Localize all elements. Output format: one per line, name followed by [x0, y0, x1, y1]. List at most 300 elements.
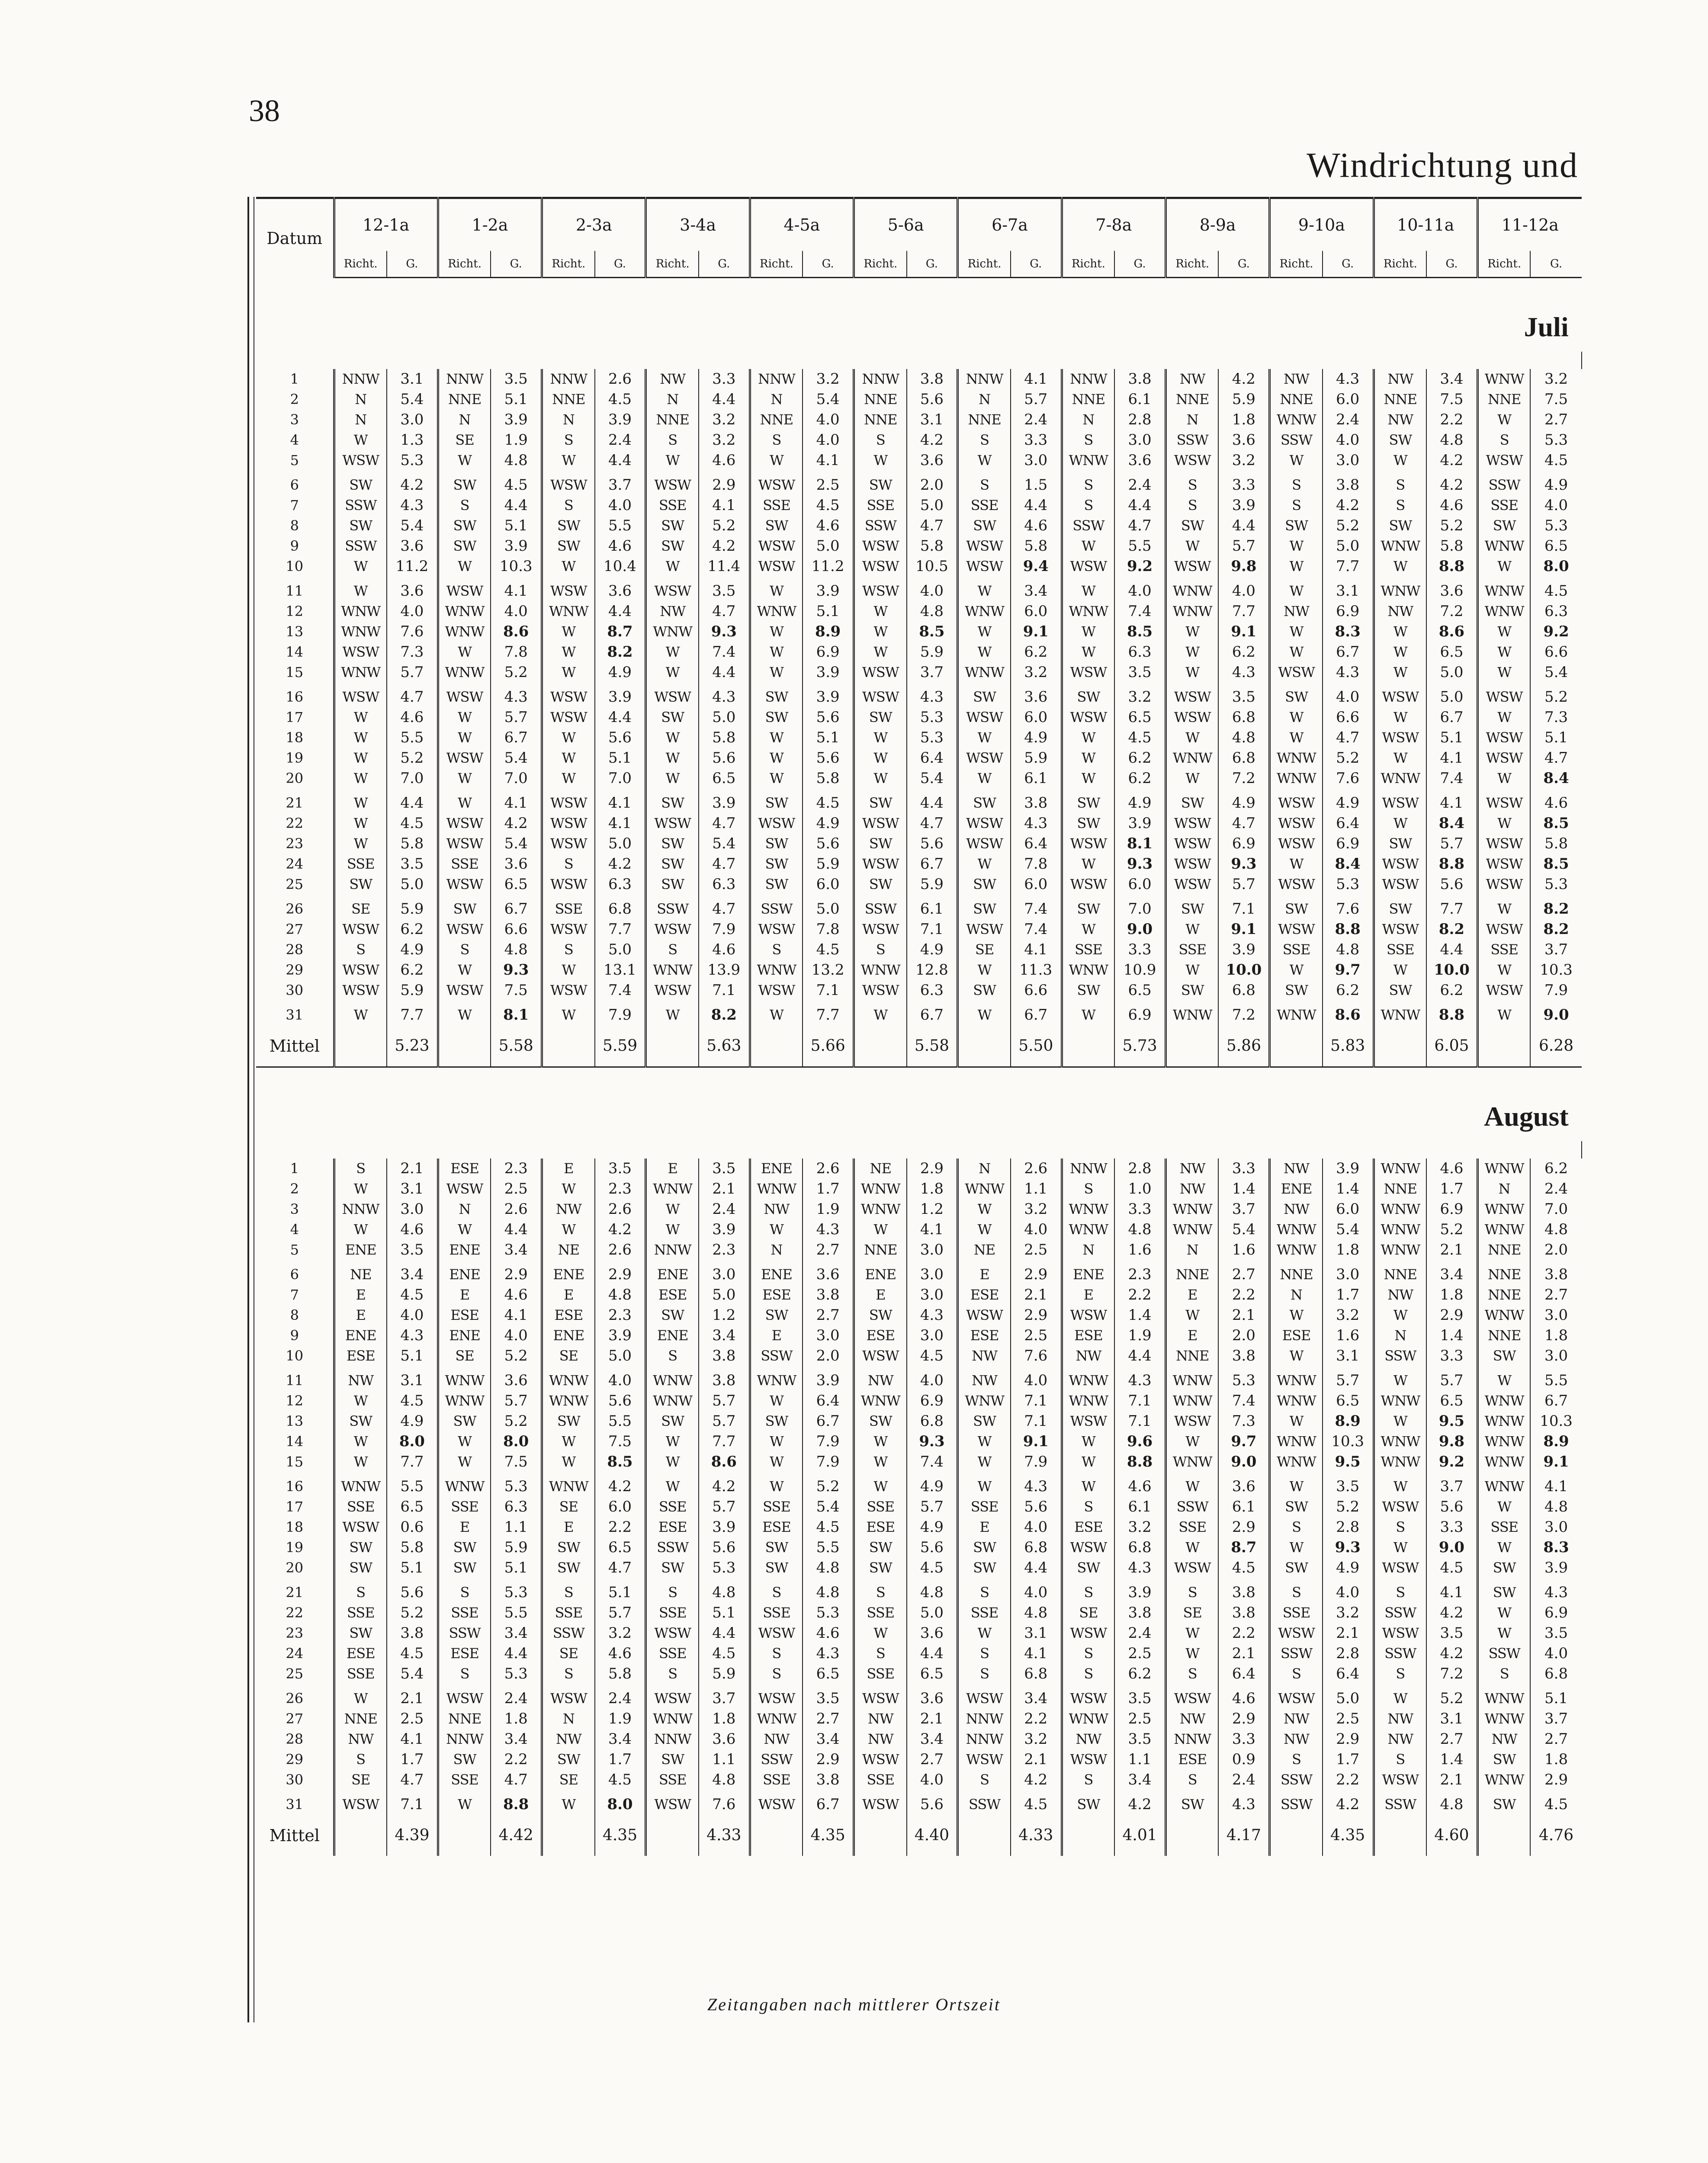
wind-speed: 5.0 [712, 1286, 736, 1303]
wind-direction: ENE [438, 1264, 491, 1285]
wind-speed: 8.5 [1127, 623, 1153, 640]
wind-speed: 4.8 [1232, 729, 1255, 746]
wind-speed: 4.1 [1024, 1645, 1048, 1662]
wind-direction: WNW [1477, 1305, 1530, 1325]
wind-direction: SSE [1477, 495, 1530, 516]
wind-speed: 4.0 [504, 603, 528, 620]
wind-direction: WNW [958, 1179, 1011, 1199]
wind-direction: SSW [1062, 516, 1114, 536]
table-row [256, 430, 1582, 450]
wind-speed: 7.5 [1440, 391, 1464, 408]
wind-direction: WSW [1374, 919, 1426, 940]
wind-direction: W [438, 793, 491, 813]
wind-direction: WSW [1062, 874, 1114, 899]
wind-speed: 7.8 [816, 921, 840, 938]
wind-direction: SE [542, 1497, 595, 1517]
wind-speed: 10.5 [915, 558, 948, 575]
wind-direction: W [958, 1623, 1011, 1643]
wind-speed: 7.5 [1544, 391, 1568, 408]
mean-empty-cell [854, 1815, 907, 1856]
wind-speed: 3.1 [920, 411, 944, 428]
wind-direction: W [334, 1005, 387, 1025]
wind-speed: 0.9 [1232, 1751, 1255, 1768]
wind-speed: 3.0 [1128, 431, 1152, 449]
wind-direction: E [334, 1305, 387, 1325]
wind-direction: S [1062, 1770, 1114, 1794]
footer-note: Zeitangaben nach mittlerer Ortszeit [707, 1995, 1001, 2014]
wind-direction: W [854, 1623, 907, 1643]
direction-subheader: Richt. [1270, 251, 1323, 278]
wind-speed: 2.2 [504, 1751, 528, 1768]
wind-speed: 1.4 [1336, 1180, 1360, 1197]
wind-direction: S [854, 1643, 907, 1664]
wind-direction: W [334, 813, 387, 834]
day-number: 1 [256, 1159, 334, 1179]
wind-direction: N [334, 389, 387, 410]
mean-speed: 4.35 [1330, 1826, 1365, 1844]
wind-direction: WNW [438, 662, 491, 687]
wind-speed: 4.9 [1128, 794, 1152, 812]
wind-direction: W [1477, 642, 1530, 662]
wind-direction: SW [1062, 687, 1114, 707]
direction-subheader: Richt. [1374, 251, 1426, 278]
wind-direction: W [1270, 728, 1323, 748]
wind-speed: 4.2 [1440, 476, 1464, 494]
wind-direction: S [334, 940, 387, 960]
wind-direction: WNW [1374, 581, 1426, 601]
wind-direction: S [438, 1582, 491, 1603]
wind-speed: 5.6 [608, 1392, 632, 1409]
wind-direction: W [1374, 1411, 1426, 1431]
wind-direction: SSE [854, 1664, 907, 1688]
wind-speed: 6.6 [504, 921, 528, 938]
day-number: 8 [256, 1305, 334, 1325]
direction-subheader: Richt. [334, 251, 387, 278]
wind-direction: ESE [1062, 1325, 1114, 1346]
wind-direction: ESE [750, 1517, 803, 1537]
wind-direction: WSW [438, 834, 491, 854]
mean-speed: 5.58 [914, 1037, 950, 1055]
wind-direction: SW [542, 1537, 595, 1558]
wind-speed: 6.5 [1128, 709, 1152, 726]
wind-direction: WNW [1062, 1199, 1114, 1219]
wind-speed: 2.4 [712, 1200, 736, 1218]
wind-direction: SE [334, 899, 387, 919]
wind-speed: 2.1 [400, 1690, 424, 1707]
wind-direction: W [1477, 707, 1530, 728]
wind-speed: 8.8 [1438, 558, 1465, 575]
day-number: 5 [256, 450, 334, 475]
table-row [256, 622, 1582, 642]
wind-direction: W [750, 581, 803, 601]
wind-direction: SW [1165, 980, 1218, 1005]
table-row [256, 1729, 1582, 1749]
wind-speed: 4.9 [920, 941, 944, 958]
wind-speed: 3.0 [1544, 1306, 1568, 1324]
day-number: 16 [256, 687, 334, 707]
wind-speed: 3.9 [816, 1372, 840, 1389]
wind-direction: SW [438, 536, 491, 556]
wind-speed: 5.4 [816, 1498, 840, 1515]
wind-speed: 9.0 [1127, 921, 1153, 938]
wind-speed: 4.5 [608, 1771, 632, 1788]
wind-direction: WSW [438, 874, 491, 899]
day-number: 28 [256, 940, 334, 960]
direction-subheader: Richt. [1165, 251, 1218, 278]
wind-speed: 4.7 [1544, 749, 1568, 767]
wind-direction: SW [958, 793, 1011, 813]
wind-direction: S [1062, 430, 1114, 450]
wind-speed: 3.6 [1232, 1478, 1255, 1495]
hour-header: 4-5a [750, 198, 854, 251]
wind-direction: SW [438, 1537, 491, 1558]
wind-speed: 5.4 [920, 770, 944, 787]
table-row [256, 813, 1582, 834]
day-number: 19 [256, 1537, 334, 1558]
wind-speed: 4.5 [816, 1518, 840, 1536]
wind-speed: 5.8 [400, 1539, 424, 1556]
wind-direction: WNW [334, 622, 387, 642]
wind-speed: 3.9 [816, 688, 840, 706]
wind-speed: 5.2 [1336, 1498, 1360, 1515]
table-row [256, 1219, 1582, 1240]
table-row [256, 1452, 1582, 1476]
wind-direction: SW [1062, 813, 1114, 834]
wind-direction: SSW [438, 1623, 491, 1643]
wind-speed: 5.0 [816, 537, 840, 555]
wind-direction: SW [646, 854, 699, 874]
day-number: 30 [256, 1770, 334, 1794]
wind-direction: W [750, 1452, 803, 1476]
wind-direction: W [334, 768, 387, 793]
wind-speed: 3.6 [1128, 452, 1152, 469]
wind-direction: W [750, 450, 803, 475]
day-number: 11 [256, 581, 334, 601]
wind-direction: NNE [1477, 1325, 1530, 1346]
mean-empty-cell [1477, 1025, 1530, 1067]
wind-speed: 3.0 [920, 1286, 944, 1303]
wind-speed: 7.1 [712, 982, 736, 999]
wind-direction: SSE [334, 1603, 387, 1623]
wind-direction: SSE [854, 1770, 907, 1794]
wind-speed: 10.3 [1540, 961, 1573, 979]
day-number: 1 [256, 369, 334, 389]
wind-speed: 4.7 [920, 517, 944, 534]
wind-direction: SSE [646, 1497, 699, 1517]
wind-direction: N [1062, 1240, 1114, 1264]
wind-direction: WSW [334, 642, 387, 662]
wind-direction: SSW [854, 516, 907, 536]
wind-direction: W [750, 622, 803, 642]
wind-direction: WSW [438, 1688, 491, 1709]
wind-speed: 4.2 [504, 815, 528, 832]
wind-speed: 3.6 [504, 855, 528, 873]
wind-speed: 1.3 [400, 431, 424, 449]
wind-speed: 7.5 [504, 982, 528, 999]
wind-speed: 1.8 [1232, 411, 1255, 428]
wind-direction: SE [1062, 1603, 1114, 1623]
wind-speed: 2.4 [608, 1690, 632, 1707]
wind-speed: 5.3 [504, 1665, 528, 1682]
wind-direction: WSW [1270, 1623, 1323, 1643]
wind-speed: 2.7 [1544, 1286, 1568, 1303]
day-number: 23 [256, 1623, 334, 1643]
wind-speed: 4.7 [608, 1559, 632, 1576]
wind-direction: ESE [750, 1285, 803, 1305]
wind-speed: 4.0 [1336, 431, 1360, 449]
wind-speed: 6.4 [920, 749, 944, 767]
wind-direction: SSE [438, 1603, 491, 1623]
wind-direction: NNW [334, 1199, 387, 1219]
wind-direction: S [646, 1346, 699, 1370]
wind-direction: W [854, 768, 907, 793]
mean-speed: 5.66 [810, 1037, 845, 1055]
wind-speed: 2.0 [920, 476, 944, 494]
wind-direction: W [1165, 768, 1218, 793]
mean-empty-cell [1062, 1815, 1114, 1856]
wind-speed: 5.1 [816, 603, 840, 620]
speed-subheader: G. [1218, 251, 1269, 278]
wind-speed: 5.7 [504, 1392, 528, 1409]
wind-speed: 4.8 [608, 1286, 632, 1303]
wind-direction: NW [1374, 1729, 1426, 1749]
table-row [256, 1749, 1582, 1770]
wind-speed: 3.2 [712, 431, 736, 449]
wind-speed: 4.5 [712, 1645, 736, 1662]
wind-speed: 4.7 [400, 1771, 424, 1788]
wind-speed: 4.2 [1336, 497, 1360, 514]
wind-direction: WSW [1062, 662, 1114, 687]
wind-speed: 5.8 [712, 729, 736, 746]
wind-direction: W [646, 1219, 699, 1240]
wind-speed: 4.2 [1440, 1645, 1464, 1662]
spacer-cell [256, 1141, 1582, 1159]
wind-direction: NE [542, 1240, 595, 1264]
wind-speed: 2.8 [1128, 1160, 1152, 1177]
wind-speed: 4.1 [504, 1306, 528, 1324]
wind-direction: W [542, 556, 595, 581]
table-row [256, 1664, 1582, 1688]
mean-empty-cell [334, 1025, 387, 1067]
wind-speed: 5.4 [1232, 1221, 1255, 1238]
wind-speed: 7.1 [1024, 1412, 1048, 1430]
wind-speed: 6.4 [1336, 815, 1360, 832]
day-number: 12 [256, 601, 334, 622]
wind-direction: SE [958, 940, 1011, 960]
wind-speed: 4.5 [1544, 1796, 1568, 1813]
wind-direction: WSW [958, 707, 1011, 728]
wind-speed: 9.7 [1335, 961, 1361, 979]
wind-direction: WSW [854, 556, 907, 581]
wind-direction: W [438, 1005, 491, 1025]
mean-row [256, 1025, 1582, 1067]
wind-speed: 6.7 [1544, 1392, 1568, 1409]
wind-speed: 10.3 [1540, 1412, 1573, 1430]
wind-direction: WSW [542, 919, 595, 940]
wind-speed: 2.2 [1232, 1624, 1255, 1642]
wind-direction: ENE [542, 1325, 595, 1346]
wind-direction: N [958, 1159, 1011, 1179]
wind-direction: W [1477, 662, 1530, 687]
wind-direction: WNW [750, 960, 803, 980]
wind-speed: 2.2 [1232, 1286, 1255, 1303]
day-number: 25 [256, 1664, 334, 1688]
direction-subheader: Richt. [542, 251, 595, 278]
wind-speed: 3.0 [712, 1266, 736, 1283]
wind-direction: WNW [1062, 601, 1114, 622]
wind-direction: WSW [1062, 1749, 1114, 1770]
wind-direction: NNE [854, 389, 907, 410]
wind-speed: 2.1 [1440, 1771, 1464, 1788]
table-row [256, 748, 1582, 768]
wind-speed: 6.8 [1128, 1539, 1152, 1556]
wind-speed: 7.1 [816, 982, 840, 999]
wind-direction: ESE [542, 1305, 595, 1325]
wind-speed: 5.6 [816, 709, 840, 726]
wind-speed: 3.3 [1128, 941, 1152, 958]
wind-direction: NNE [1477, 389, 1530, 410]
wind-direction: WSW [1062, 834, 1114, 854]
wind-speed: 5.1 [816, 729, 840, 746]
wind-speed: 2.2 [1336, 1771, 1360, 1788]
wind-speed: 4.4 [1440, 941, 1464, 958]
wind-direction: W [750, 1476, 803, 1497]
wind-speed: 6.7 [1024, 1006, 1048, 1024]
wind-direction: SSE [334, 854, 387, 874]
wind-direction: SSE [438, 854, 491, 874]
wind-direction: SW [334, 516, 387, 536]
wind-direction: SE [438, 430, 491, 450]
wind-direction: WSW [958, 834, 1011, 854]
wind-speed: 5.2 [504, 1412, 528, 1430]
wind-direction: SW [646, 874, 699, 899]
month-title: August [256, 1067, 1582, 1142]
wind-direction: WSW [438, 1179, 491, 1199]
wind-speed: 11.4 [707, 558, 741, 575]
wind-speed: 7.6 [712, 1796, 736, 1813]
wind-direction: E [542, 1285, 595, 1305]
wind-direction: ESE [646, 1285, 699, 1305]
wind-direction: ESE [958, 1325, 1011, 1346]
wind-direction: SW [958, 687, 1011, 707]
wind-speed: 3.8 [1544, 1266, 1568, 1283]
wind-speed: 1.7 [1336, 1286, 1360, 1303]
wind-speed: 4.0 [1336, 688, 1360, 706]
wind-speed: 5.7 [1336, 1372, 1360, 1389]
wind-speed: 5.6 [608, 729, 632, 746]
direction-subheader: Richt. [646, 251, 699, 278]
wind-speed: 4.6 [504, 1286, 528, 1303]
wind-speed: 5.5 [1128, 537, 1152, 555]
wind-speed: 2.7 [1544, 411, 1568, 428]
wind-direction: WSW [1477, 793, 1530, 813]
wind-direction: ENE [854, 1264, 907, 1285]
day-number: 22 [256, 1603, 334, 1623]
day-number: 28 [256, 1729, 334, 1749]
wind-speed: 5.3 [1544, 517, 1568, 534]
wind-speed: 5.3 [504, 1584, 528, 1601]
wind-speed: 1.0 [1128, 1180, 1152, 1197]
wind-speed: 4.8 [504, 452, 528, 469]
day-number: 20 [256, 1558, 334, 1582]
wind-direction: WSW [1477, 687, 1530, 707]
wind-direction: WSW [1165, 707, 1218, 728]
wind-direction: W [1374, 1537, 1426, 1558]
wind-speed: 4.0 [504, 1327, 528, 1344]
wind-direction: NNW [958, 1709, 1011, 1729]
wind-direction: SSE [1477, 940, 1530, 960]
wind-direction: N [438, 410, 491, 430]
wind-speed: 4.9 [1544, 476, 1568, 494]
wind-speed: 5.0 [608, 1347, 632, 1364]
wind-direction: W [1477, 1497, 1530, 1517]
table-body [256, 278, 1582, 1856]
mean-speed: 5.59 [602, 1037, 638, 1055]
wind-speed: 3.4 [504, 1730, 528, 1748]
wind-speed: 10.3 [1331, 1433, 1364, 1450]
wind-speed: 3.2 [1128, 688, 1152, 706]
wind-direction: WSW [1477, 874, 1530, 899]
wind-speed: 5.8 [816, 770, 840, 787]
wind-direction: S [1062, 1497, 1114, 1517]
wind-direction: W [1374, 1688, 1426, 1709]
wind-direction: S [438, 1664, 491, 1688]
day-number: 2 [256, 1179, 334, 1199]
wind-direction: W [646, 1476, 699, 1497]
wind-speed: 7.9 [1544, 982, 1568, 999]
wind-speed: 3.0 [1336, 1266, 1360, 1283]
wind-speed: 9.0 [1231, 1453, 1257, 1470]
wind-speed: 4.2 [1024, 1771, 1048, 1788]
wind-speed: 4.9 [1336, 1559, 1360, 1576]
wind-speed: 7.0 [608, 770, 632, 787]
wind-direction: W [542, 1431, 595, 1452]
wind-direction: NNW [854, 369, 907, 389]
wind-speed: 1.7 [1336, 1751, 1360, 1768]
wind-direction: NNE [1477, 1285, 1530, 1305]
wind-direction: S [1062, 1582, 1114, 1603]
wind-speed: 3.9 [1232, 941, 1255, 958]
mean-speed: 5.58 [498, 1037, 533, 1055]
wind-direction: W [750, 662, 803, 687]
wind-speed: 7.7 [1440, 900, 1464, 918]
wind-direction: S [1374, 475, 1426, 495]
wind-direction: WNW [750, 601, 803, 622]
wind-speed: 3.3 [1128, 1200, 1152, 1218]
wind-direction: W [438, 556, 491, 581]
wind-speed: 2.7 [1544, 1730, 1568, 1748]
wind-speed: 8.0 [607, 1796, 633, 1813]
wind-speed: 2.0 [816, 1347, 840, 1364]
wind-speed: 5.1 [504, 517, 528, 534]
table-row [256, 687, 1582, 707]
wind-direction: WSW [750, 475, 803, 495]
wind-direction: NNE [646, 410, 699, 430]
wind-direction: WSW [1477, 450, 1530, 475]
wind-direction: S [1477, 430, 1530, 450]
table-row [256, 854, 1582, 874]
wind-speed: 4.5 [1440, 1559, 1464, 1576]
wind-speed: 6.3 [504, 1498, 528, 1515]
wind-direction: WSW [1477, 748, 1530, 768]
wind-speed: 1.1 [1128, 1751, 1152, 1768]
wind-speed: 3.2 [1544, 370, 1568, 388]
wind-speed: 5.0 [1440, 664, 1464, 681]
wind-speed: 4.0 [1336, 1584, 1360, 1601]
wind-speed: 2.6 [608, 1200, 632, 1218]
wind-direction: WNW [1062, 960, 1114, 980]
wind-speed: 2.5 [1128, 1645, 1152, 1662]
